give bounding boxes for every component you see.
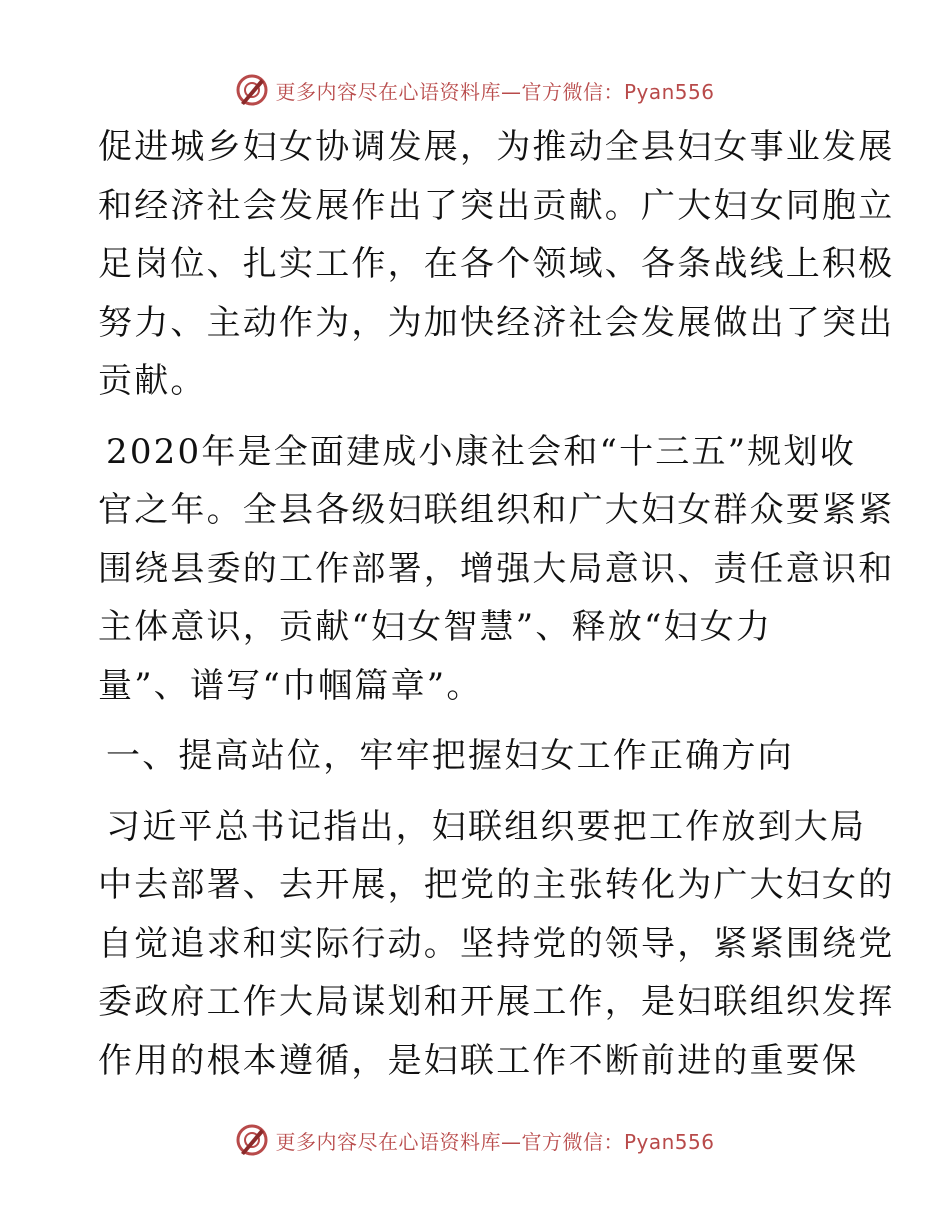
text-line: 围绕县委的工作部署，增强大局意识、责任意识和 (98, 548, 895, 589)
watermark-text: 更多内容尽在心语资料库—官方微信：Pyan556 (275, 79, 715, 104)
text-line: 2020年是全面建成小康社会和“十三五”规划收 (106, 431, 856, 472)
paragraph (98, 118, 895, 411)
text-line: 促进城乡妇女协调发展，为推动全县妇女事业发展 (98, 127, 895, 167)
header-watermark (0, 70, 950, 110)
text-line: 和经济社会发展作出了突出贡献。广大妇女同胞立 (98, 185, 895, 226)
text-line: 足岗位、扎实工作，在各个领域、各条战线上积极 (98, 244, 895, 284)
text-line: 主体意识，贡献“妇女智慧”、释放“妇女力 (98, 607, 773, 647)
quill-logo-icon (235, 1123, 269, 1157)
text-line: 中去部署、去开展，把党的主张转化为广大妇女的 (98, 865, 895, 905)
heading-line: 一、提高站位，牢牢把握妇女工作正确方向 (106, 736, 794, 776)
text-line: 习近平总书记指出，妇联组织要把工作放到大局 (106, 806, 867, 847)
quill-logo-icon (235, 73, 269, 107)
paragraph (98, 423, 895, 716)
document-body (98, 118, 895, 1090)
footer-watermark (0, 1120, 950, 1160)
text-line: 自觉追求和实际行动。坚持党的领导，紧紧围绕党 (98, 923, 895, 964)
section-heading (98, 727, 858, 786)
text-line: 作用的根本遵循，是妇联工作不断前进的重要保 (98, 1040, 859, 1081)
text-line: 量”、谱写“巾帼篇章”。 (98, 665, 483, 706)
text-line: 官之年。全县各级妇联组织和广大妇女群众要紧紧 (98, 490, 895, 530)
text-line: 贡献。 (98, 361, 207, 401)
watermark-text: 更多内容尽在心语资料库—官方微信：Pyan556 (275, 1129, 715, 1154)
text-line: 努力、主动作为，为加快经济社会发展做出了突出 (98, 302, 895, 343)
paragraph (98, 798, 895, 1091)
text-line: 委政府工作大局谋划和开展工作，是妇联组织发挥 (98, 982, 895, 1022)
